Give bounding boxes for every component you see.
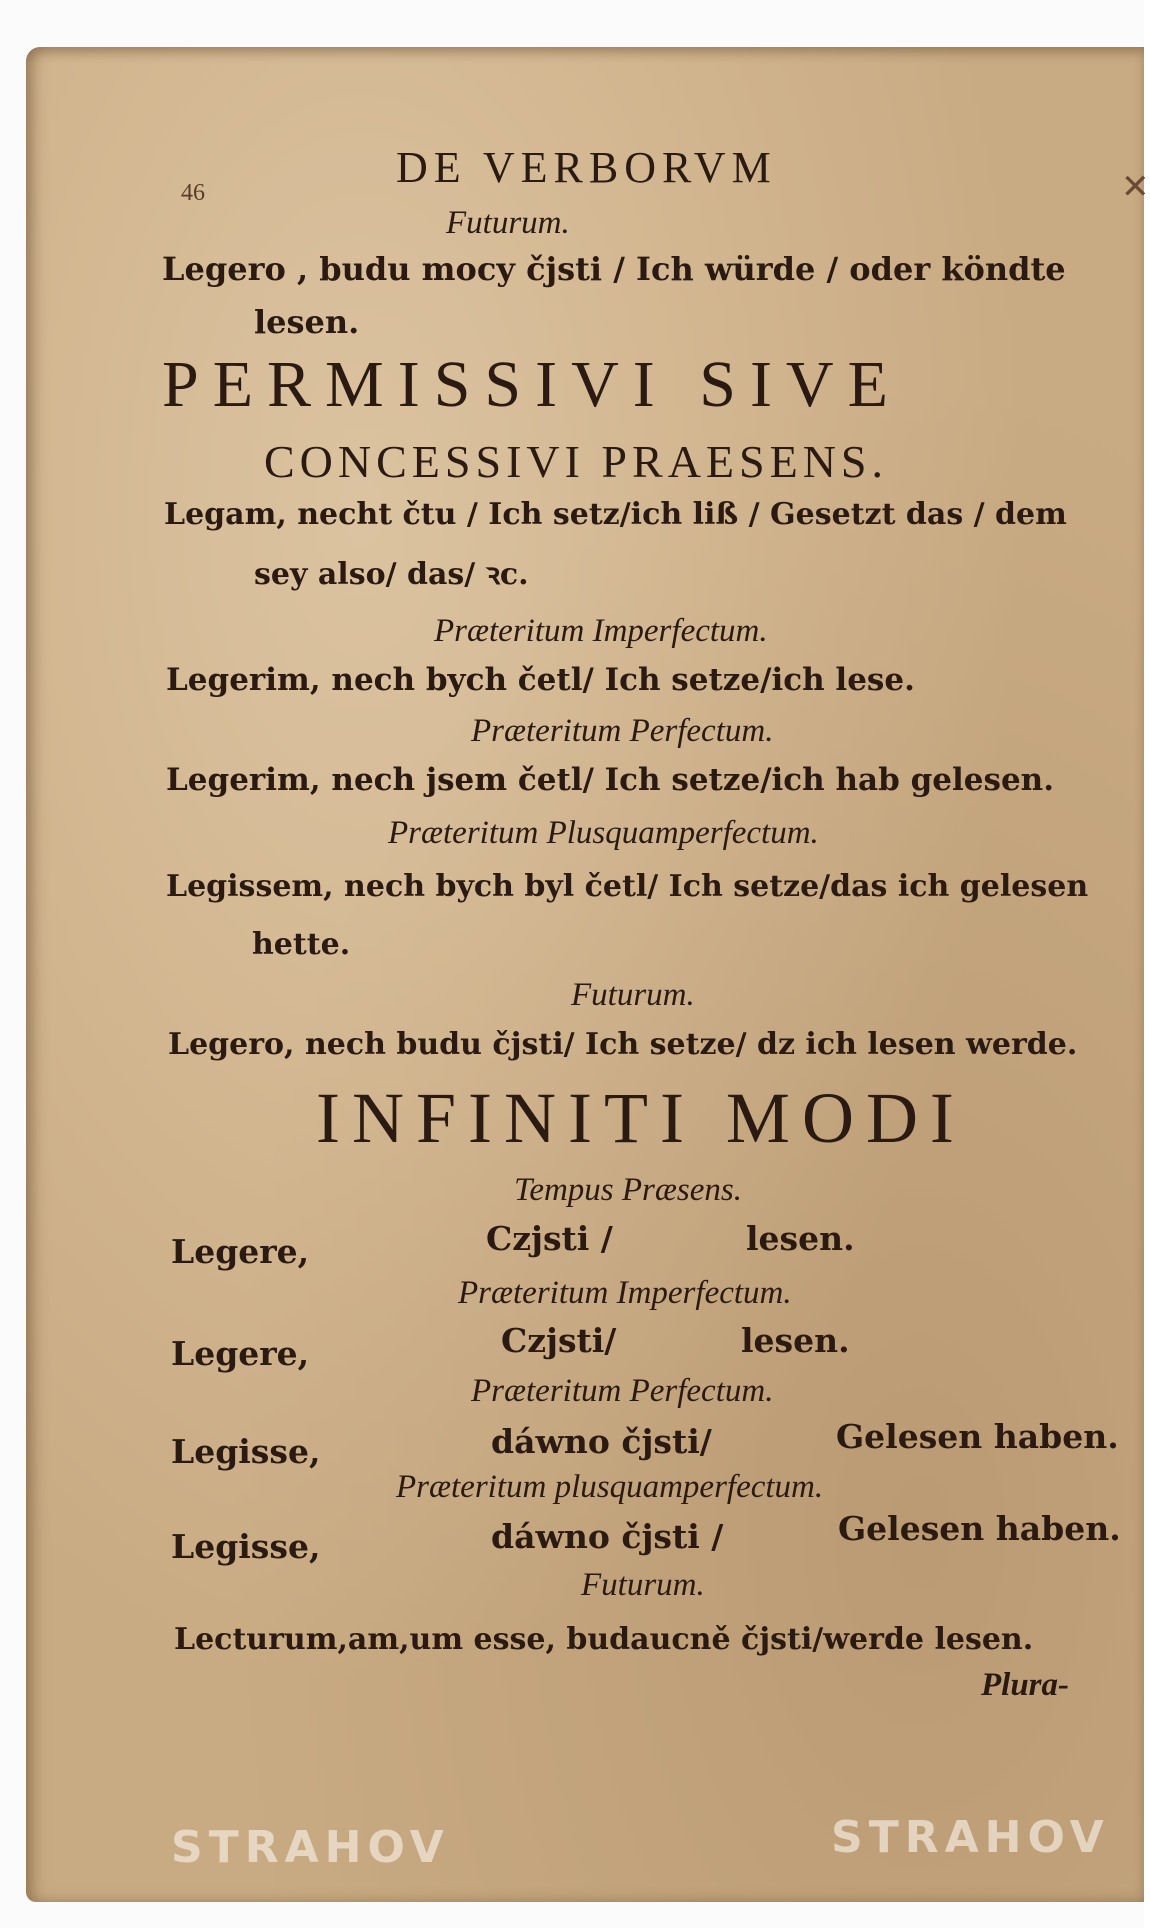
futurum-line-1: Legero , budu mocy čjsti / Ich würde / oder köndte	[162, 250, 1066, 288]
book-page	[26, 47, 1150, 1902]
imperfectum-line: Legerim, nech bych četl/ Ich setze/ich lese.	[166, 662, 915, 698]
plusquamperfectum-label: Præteritum Plusquamperfectum.	[388, 815, 819, 851]
inf-imperfectum-german: lesen.	[741, 1321, 850, 1360]
corner-mark: ✕	[1121, 167, 1150, 207]
watermark-left: STRAHOV	[171, 1822, 450, 1873]
inf-perfectum-czech: dáwno čjsti/	[491, 1422, 712, 1461]
futurum-line-2: lesen.	[254, 303, 360, 341]
catchword: Plura-	[981, 1667, 1070, 1703]
praesens-line-2: sey also/ das/ ꝛc.	[254, 557, 529, 592]
inf-imperfectum-label: Præteritum Imperfectum.	[458, 1275, 792, 1311]
inf-futurum-label: Futurum.	[581, 1567, 705, 1603]
inf-plusquamperfectum-czech: dáwno čjsti /	[491, 1517, 724, 1556]
inf-futurum-line: Lecturum,am,um esse, budaucně čjsti/werde lesen.	[174, 1622, 1034, 1657]
imperfectum-label: Præteritum Imperfectum.	[434, 613, 768, 649]
watermark-right: STRAHOV	[831, 1812, 1110, 1863]
inf-praesens-latin: Legere,	[171, 1232, 310, 1271]
plusquamperfectum-line-1: Legissem, nech bych byl četl/ Ich setze/das ich gelesen	[166, 869, 1089, 904]
plusquamperfectum-line-2: hette.	[252, 927, 351, 962]
inf-perfectum-label: Præteritum Perfectum.	[471, 1373, 774, 1409]
inf-perfectum-latin: Legisse,	[171, 1432, 321, 1471]
futurum-label: Futurum.	[446, 205, 570, 241]
page-number: 46	[181, 180, 205, 206]
section-subtitle-concessivi: CONCESSIVI PRAESENS.	[264, 436, 888, 487]
inf-plusquamperfectum-german: Gelesen haben.	[838, 1509, 1121, 1548]
inf-praesens-german: lesen.	[746, 1219, 855, 1258]
inf-plusquamperfectum-latin: Legisse,	[171, 1527, 321, 1566]
perfectum-label: Præteritum Perfectum.	[471, 713, 774, 749]
futurum-2-label: Futurum.	[571, 977, 695, 1013]
running-title: DE VERBORVM	[396, 143, 777, 192]
inf-plusquamperfectum-label: Præteritum plusquamperfectum.	[396, 1469, 824, 1505]
praesens-line-1: Legam, necht čtu / Ich setz/ich liß / Gesetzt das / dem	[164, 497, 1067, 532]
inf-imperfectum-czech: Czjsti/	[501, 1321, 617, 1360]
tempus-praesens-label: Tempus Præsens.	[514, 1172, 742, 1208]
inf-perfectum-german: Gelesen haben.	[836, 1417, 1119, 1456]
perfectum-line: Legerim, nech jsem četl/ Ich setze/ich hab gelesen.	[166, 762, 1055, 798]
section-title-infiniti: INFINITI MODI	[316, 1078, 966, 1158]
inf-imperfectum-latin: Legere,	[171, 1334, 310, 1373]
futurum-2-line: Legero, nech budu čjsti/ Ich setze/ dz ich lesen werde.	[168, 1027, 1078, 1062]
section-title-permissivi: PERMISSIVI SIVE	[162, 348, 902, 421]
inf-praesens-czech: Czjsti /	[486, 1219, 613, 1258]
